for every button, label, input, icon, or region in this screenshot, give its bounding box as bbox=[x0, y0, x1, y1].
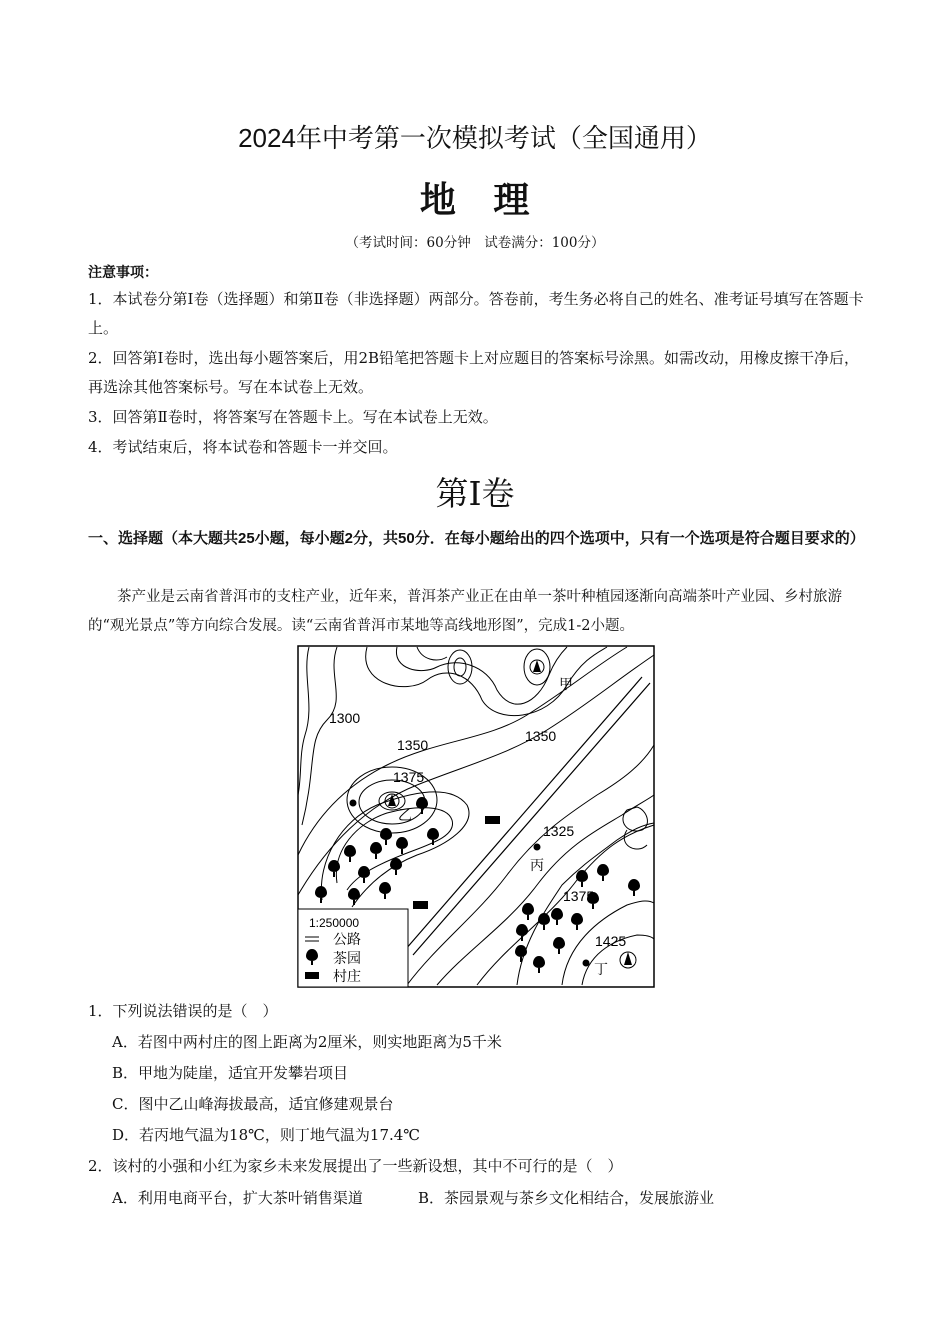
section-heading: 一、选择题（本大题共25小题，每小题2分，共50分．在每小题给出的四个选项中，只有一个选项是符合题目要求的） bbox=[88, 530, 865, 547]
point-marker bbox=[350, 800, 357, 807]
legend-village: 村庄 bbox=[333, 968, 361, 984]
legend-road: 公路 bbox=[333, 931, 361, 947]
contour-label: 1350 bbox=[525, 728, 557, 744]
question-1-option-d: D．若丙地气温为18℃，则丁地气温为17.4℃ bbox=[112, 1126, 421, 1144]
question-1-option-c: C．图中乙山峰海拔最高，适宜修建观景台 bbox=[112, 1095, 394, 1113]
notes-title: 注意事项： bbox=[88, 264, 158, 280]
contour-label: 1350 bbox=[397, 737, 429, 753]
exam-title: 2024年中考第一次模拟考试（全国通用） bbox=[238, 123, 712, 153]
place-label-jia: 甲 bbox=[559, 676, 573, 692]
contour-label: 1300 bbox=[329, 710, 361, 726]
legend-scale: 1:250000 bbox=[309, 916, 360, 930]
part-title: 第Ⅰ卷 bbox=[435, 474, 515, 513]
village-marker bbox=[485, 816, 500, 824]
question-1-stem: 1．下列说法错误的是（ ） bbox=[88, 1002, 278, 1020]
village-marker bbox=[413, 901, 428, 909]
exam-info: （考试时间：60分钟 试卷满分：100分） bbox=[345, 235, 605, 251]
contour-label: 1375 bbox=[563, 888, 595, 904]
place-label-ding: 丁 bbox=[594, 961, 608, 977]
village-legend-icon bbox=[305, 972, 319, 979]
contour-label: 1375 bbox=[393, 769, 425, 785]
place-label-bing: 丙 bbox=[530, 857, 544, 873]
note-item-1: 1．本试卷分第Ⅰ卷（选择题）和第Ⅱ卷（非选择题）两部分。答卷前，考生务必将自己的姓名、准考证号填写在答题卡上。 bbox=[88, 290, 864, 337]
note-item-2: 2．回答第Ⅰ卷时，选出每小题答案后，用2B铅笔把答题卡上对应题目的答案标号涂黑。如需改动，用橡皮擦干净后，再选涂其他答案标号。写在本试卷上无效。 bbox=[88, 349, 860, 396]
question-2-option-a: A．利用电商平台，扩大茶叶销售渠道 bbox=[112, 1189, 363, 1207]
map-legend bbox=[298, 909, 408, 987]
point-marker bbox=[534, 844, 541, 851]
question-1-option-b: B．甲地为陡崖，适宜开发攀岩项目 bbox=[112, 1064, 349, 1082]
note-item-4: 4．考试结束后，将本试卷和答题卡一并交回。 bbox=[88, 438, 398, 456]
subject-title: 地 理 bbox=[419, 179, 531, 220]
question-2-option-b: B．茶园景观与茶乡文化相结合，发展旅游业 bbox=[418, 1189, 715, 1207]
point-marker bbox=[583, 960, 590, 967]
legend-tea: 茶园 bbox=[333, 950, 361, 966]
question-1-option-a: A．若图中两村庄的图上距离为2厘米，则实地距离为5千米 bbox=[112, 1033, 502, 1051]
reading-passage: 茶产业是云南省普洱市的支柱产业，近年来，普洱茶产业正在由单一茶叶种植园逐渐向高端茶叶产业园、乡村旅游的“观光景点”等方向综合发展。读“云南省普洱市某地等高线地形图”，完成1-2小题。 bbox=[88, 589, 842, 634]
note-item-3: 3．回答第Ⅱ卷时，将答案写在答题卡上。写在本试卷上无效。 bbox=[88, 408, 498, 426]
place-label-yi: 乙 bbox=[398, 807, 412, 823]
question-2-stem: 2．该村的小强和小红为家乡未来发展提出了一些新设想，其中不可行的是（ ） bbox=[88, 1157, 623, 1175]
contour-label: 1325 bbox=[543, 823, 575, 839]
contour-label: 1425 bbox=[595, 933, 627, 949]
contour-map bbox=[297, 645, 655, 988]
